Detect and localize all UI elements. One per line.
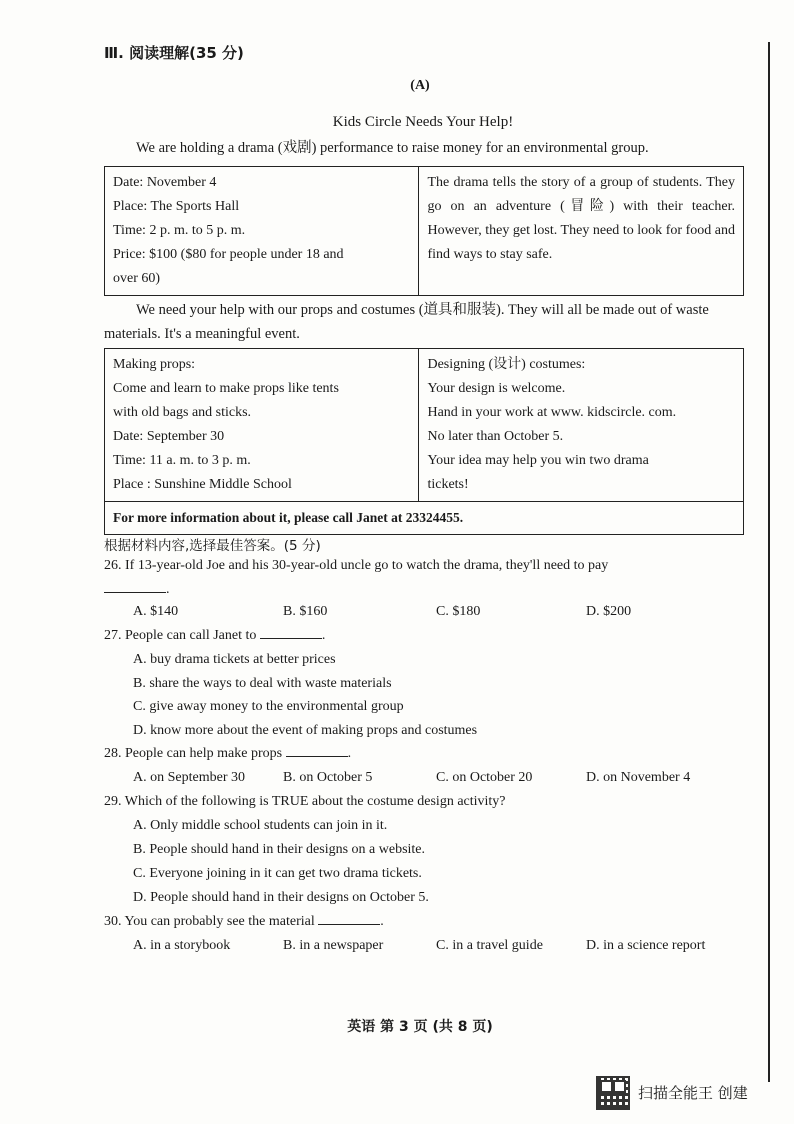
- article-title: Kids Circle Needs Your Help!: [332, 114, 514, 130]
- event-details-cell: [105, 167, 419, 296]
- q26-option-d: D. $200: [586, 604, 632, 619]
- q30-option-a: A. in a storybook: [133, 938, 231, 953]
- q28-option-b: B. on October 5: [283, 770, 373, 785]
- designing-costumes-cell: [419, 349, 744, 502]
- part-label: (A): [410, 78, 430, 93]
- instruction: 根据材料内容,选择最佳答案。(5 分): [104, 538, 321, 554]
- q30-option-c: C. in a travel guide: [436, 938, 543, 953]
- section-title: Ⅲ. 阅读理解(35 分): [104, 44, 244, 62]
- drama-story-cell: The drama tells the story of a group of students. They go on an adventure (冒险) with their teacher. However, they get lost. They need to look for food and find ways to stay safe.: [419, 167, 744, 296]
- props-line-2: with old bags and sticks.: [113, 405, 252, 420]
- question-28-stem: 28. People can help make props: [104, 746, 283, 761]
- question-26-stem: 26. If 13-year-old Joe and his 30-year-old uncle go to watch the drama, they'll need to pay: [104, 558, 609, 573]
- stem-period: .: [347, 746, 352, 761]
- contact-info-cell: For more information about it, please call Janet at 23324455.: [105, 502, 744, 535]
- answer-blank: [286, 742, 348, 757]
- event-info-table: [104, 166, 744, 296]
- q27-option-d: D. know more about the event of making props and costumes: [133, 723, 478, 738]
- q30-option-d: D. in a science report: [586, 938, 706, 953]
- costume-line-3: No later than October 5.: [427, 429, 564, 444]
- q26-option-b: B. $160: [283, 604, 328, 619]
- making-props-cell: [105, 349, 419, 502]
- scanner-stamp: 扫描全能王 创建: [638, 1084, 748, 1102]
- answer-blank: [260, 624, 322, 639]
- q29-option-d: D. People should hand in their designs on October 5.: [133, 890, 429, 905]
- event-time: Time: 2 p. m. to 5 p. m.: [113, 223, 246, 238]
- costume-line-1: Your design is welcome.: [427, 381, 566, 396]
- middle-text: We need your help with our props and costumes (道具和服装). They will all be made out of waste materials. It's a meaningful event.: [104, 302, 709, 342]
- question-26-blank-line: [104, 578, 170, 602]
- intro-paragraph: [104, 136, 744, 160]
- costume-heading: Designing (设计) costumes:: [427, 357, 586, 372]
- q27-option-c: C. give away money to the environmental group: [133, 699, 404, 714]
- event-place: Place: The Sports Hall: [113, 199, 240, 214]
- question-30-stem: 30. You can probably see the material: [104, 914, 315, 929]
- question-27-stem: 27. People can call Janet to: [104, 628, 257, 643]
- q28-option-c: C. on October 20: [436, 770, 533, 785]
- page-footer: 英语 第 3 页 (共 8 页): [347, 1019, 493, 1035]
- question-26: [104, 554, 608, 578]
- question-29: [104, 790, 506, 814]
- middle-paragraph: [104, 298, 744, 346]
- props-date: Date: September 30: [113, 429, 225, 444]
- question-27: [104, 624, 325, 648]
- q26-option-a: A. $140: [133, 604, 179, 619]
- costume-line-5: tickets!: [427, 477, 469, 492]
- q29-option-c: C. Everyone joining in it can get two drama tickets.: [133, 866, 422, 881]
- props-heading: Making props:: [113, 357, 196, 372]
- q29-option-a: A. Only middle school students can join in it.: [133, 818, 388, 833]
- q29-option-b: B. People should hand in their designs on a website.: [133, 842, 426, 857]
- q30-option-b: B. in a newspaper: [283, 938, 384, 953]
- props-time: Time: 11 a. m. to 3 p. m.: [113, 453, 251, 468]
- event-price: Price: $100 ($80 for people under 18 and: [113, 247, 344, 262]
- stem-period: .: [166, 582, 170, 597]
- answer-blank: [318, 910, 380, 925]
- stem-period: .: [380, 914, 384, 929]
- question-30: [104, 910, 384, 934]
- question-28: [104, 742, 351, 766]
- event-date: Date: November 4: [113, 175, 217, 190]
- qr-code-icon: [596, 1076, 630, 1110]
- activity-table: [104, 348, 744, 535]
- q28-option-d: D. on November 4: [586, 770, 691, 785]
- q27-option-b: B. share the ways to deal with waste materials: [133, 676, 392, 691]
- q26-option-c: C. $180: [436, 604, 481, 619]
- answer-blank: [104, 578, 166, 593]
- intro-text: We are holding a drama (戏剧) performance to raise money for an environmental group.: [136, 140, 649, 156]
- event-price-cont: over 60): [113, 271, 161, 286]
- stem-period: .: [321, 628, 326, 643]
- costume-line-4: Your idea may help you win two drama: [427, 453, 649, 468]
- question-29-stem: 29. Which of the following is TRUE about the costume design activity?: [104, 794, 506, 809]
- q28-option-a: A. on September 30: [133, 770, 245, 785]
- page-border-line: [768, 42, 770, 1082]
- q27-option-a: A. buy drama tickets at better prices: [133, 652, 336, 667]
- props-line-1: Come and learn to make props like tents: [113, 381, 339, 396]
- props-place: Place : Sunshine Middle School: [113, 477, 292, 492]
- costume-line-2: Hand in your work at www. kidscircle. com.: [427, 405, 677, 420]
